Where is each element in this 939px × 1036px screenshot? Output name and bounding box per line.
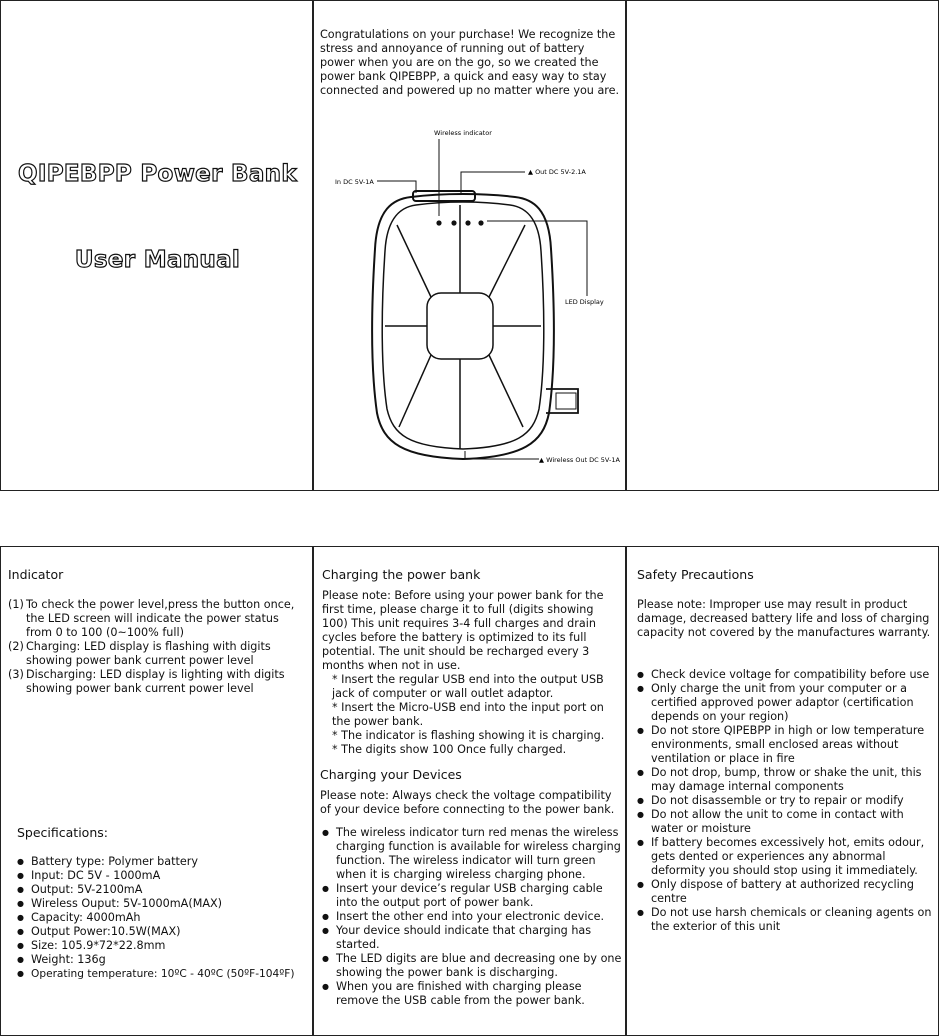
- charging-bank-heading: Charging the power bank: [322, 567, 481, 582]
- list-item: ● Do not drop, bump, throw or shake the unit, this may damage internal components: [637, 766, 933, 794]
- list-item: * The digits show 100 Once fully charged.: [332, 743, 567, 756]
- specs-list: [17, 855, 313, 981]
- list-item: * The indicator is flashing showing it is charging.: [332, 729, 605, 742]
- list-item: ● Do not use harsh chemicals or cleaning agents on the exterior of this unit: [637, 906, 933, 934]
- safety-heading: Safety Precautions: [637, 567, 754, 582]
- list-item: ● Do not disassemble or try to repair or modify: [637, 794, 933, 808]
- charging-panel: [312, 546, 627, 1036]
- out-dc-label: ▲ Out DC 5V-2.1A: [528, 168, 586, 176]
- list-item: ● Check device voltage for compatibility before use: [637, 668, 933, 682]
- intro-panel: [312, 0, 627, 491]
- indicator-panel: [0, 546, 314, 1036]
- list-item: ● Capacity: 4000mAh: [17, 911, 313, 925]
- list-item: ● Output Power:10.5W(MAX): [17, 925, 313, 939]
- list-item: ● Output: 5V-2100mA: [17, 883, 313, 897]
- list-item: ● Do not store QIPEBPP in high or low temperature environments, small enclosed areas without ventilation or place in fire: [637, 724, 933, 766]
- list-item: (2) Charging: LED display is flashing with digits showing power bank current power level: [8, 640, 271, 667]
- list-item: * Insert the regular USB end into the output USB jack of computer or wall outlet adaptor.: [332, 673, 604, 700]
- power-bank-outline: [372, 139, 587, 459]
- list-item: ● Insert the other end into your electronic device.: [322, 910, 622, 924]
- list-item: ● Size: 105.9*72*22.8mm: [17, 939, 313, 953]
- wireless-out-label: ▲ Wireless Out DC 5V-1A: [539, 456, 620, 464]
- blank-panel: [625, 0, 939, 491]
- intro-text: Congratulations on your purchase! We recognize the stress and annoyance of running out of battery power when you are on the go, so we created the power bank QIPEBPP, a quick and easy way to stay connected and powered up no matter where you are.: [320, 28, 620, 97]
- safety-panel: [625, 546, 939, 1036]
- list-item: ● Input: DC 5V - 1000mA: [17, 869, 313, 883]
- indicator-heading: Indicator: [8, 567, 64, 582]
- indicator-list: [8, 598, 306, 696]
- charging-devices-heading: Charging your Devices: [320, 767, 462, 782]
- list-item: ● The wireless indicator turn red menas the wireless charging function is available for wireless charging function. The wireless indicator will turn green when it is charging wireless charging phone.: [322, 826, 622, 882]
- manual-subtitle: User Manual: [74, 247, 241, 273]
- list-item: ● If battery becomes excessively hot, emits odour, gets dented or experiences any abnormal deformity you should stop using it immediately.: [637, 836, 933, 878]
- in-dc-label: In DC 5V-1A: [335, 178, 374, 186]
- manual-title: QIPEBPP Power Bank: [18, 161, 297, 187]
- specs-heading: Specifications:: [17, 825, 108, 840]
- list-item: (1) To check the power level,press the button once, the LED screen will indicate the power status from 0 to 100 (0~100% full): [8, 598, 295, 639]
- list-item: ● When you are finished with charging please remove the USB cable from the power bank.: [322, 980, 622, 1008]
- list-item: (3) Discharging: LED display is lighting with digits showing power bank current power level: [8, 668, 285, 695]
- list-item: ● Insert your device’s regular USB charging cable into the output port of power bank.: [322, 882, 622, 910]
- power-bank-diagram: [313, 121, 623, 481]
- cover-panel: [0, 0, 314, 491]
- charging-devices-list: [322, 826, 622, 1008]
- led-display-label: LED Display: [565, 298, 604, 306]
- list-item: ● Only dispose of battery at authorized recycling centre: [637, 878, 933, 906]
- list-item: ● Weight: 136g: [17, 953, 313, 967]
- list-item: ● Operating temperature: 10ºC - 40ºC (50ºF-104ºF): [17, 967, 313, 981]
- list-item: * Insert the Micro-USB end into the input port on the power bank.: [332, 701, 604, 728]
- charging-bank-note: Please note: Before using your power bank for the first time, please charge it to full (digits showing 100) This unit requires 3-4 full charges and drain cycles before the battery is optimized to its full potential. The unit should be recharged every 3 months when not in use.: [322, 589, 604, 672]
- safety-note: Please note: Improper use may result in product damage, decreased battery life and loss of charging capacity not covered by the manufactures warranty.: [637, 598, 931, 639]
- list-item: ● Battery type: Polymer battery: [17, 855, 313, 869]
- list-item: ● The LED digits are blue and decreasing one by one showing the power bank is discharging.: [322, 952, 622, 980]
- list-item: ● Your device should indicate that charging has started.: [322, 924, 622, 952]
- wireless-indicator-label: Wireless indicator: [434, 129, 492, 137]
- charging-bank-list: [322, 673, 622, 757]
- list-item: ● Wireless Ouput: 5V-1000mA(MAX): [17, 897, 313, 911]
- list-item: ● Do not allow the unit to come in contact with water or moisture: [637, 808, 933, 836]
- list-item: ● Only charge the unit from your computer or a certified approved power adaptor (certification depends on your region): [637, 682, 933, 724]
- safety-list: [637, 668, 933, 934]
- charging-devices-note: Please note: Always check the voltage compatibility of your device before connecting to the power bank.: [320, 789, 615, 816]
